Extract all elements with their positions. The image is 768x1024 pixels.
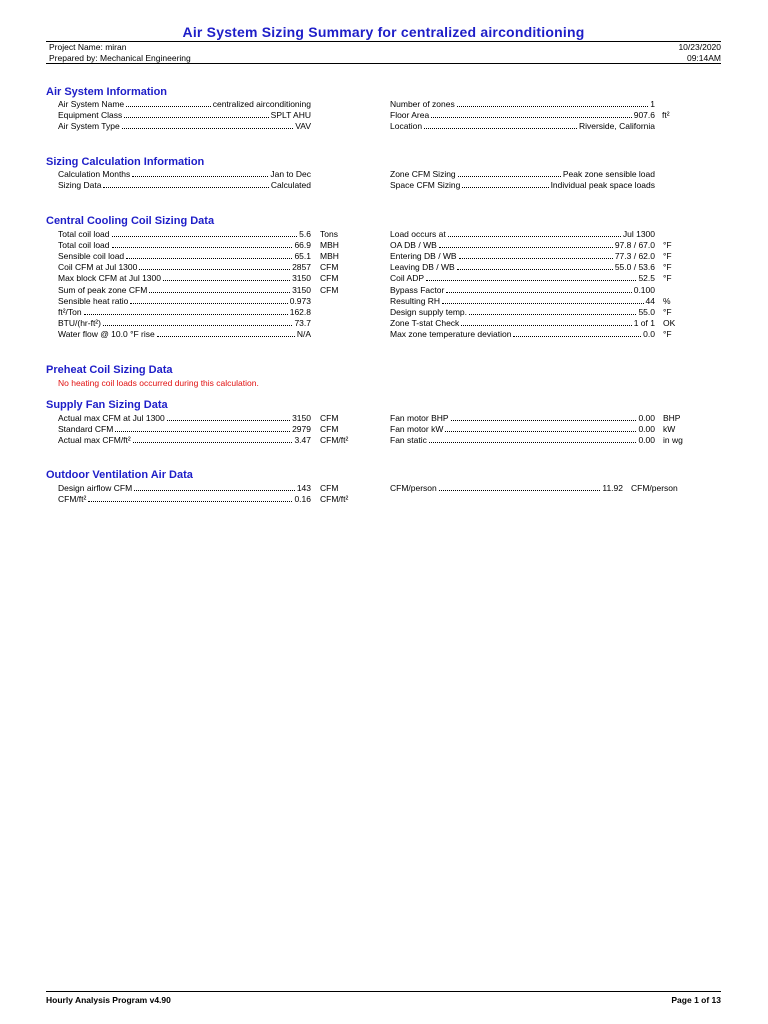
row-value: Jul 1300 [622, 229, 655, 239]
leader-dots [103, 318, 292, 326]
leader-dots [122, 121, 294, 129]
row-value: 2979 [292, 424, 311, 435]
leader-dots [163, 273, 290, 281]
row-label: Coil CFM at Jul 1300 [58, 262, 138, 273]
report-page [46, 0, 721, 1024]
row-value: 2857 [292, 262, 311, 273]
leader-dots [429, 435, 637, 443]
data-row [390, 229, 655, 240]
row-value: 3150 [292, 284, 311, 295]
leader-dots [112, 240, 293, 248]
data-row [46, 435, 349, 446]
row-label: Leaving DB / WB [390, 262, 455, 273]
leader-dots [112, 229, 298, 237]
data-row [390, 180, 655, 191]
row-value: 162.8 [289, 306, 311, 317]
row-value: 3.47 [294, 435, 311, 446]
row-label: Floor Area [390, 110, 430, 121]
data-row [46, 483, 339, 494]
row-value: 97.8 / 67.0 [614, 240, 655, 251]
row-value: 0.16 [294, 494, 311, 505]
leader-dots [439, 240, 613, 248]
data-row [46, 413, 339, 424]
data-row [46, 121, 311, 132]
row-unit: MBH [320, 251, 339, 262]
row-unit: CFM [320, 262, 339, 273]
preheat-note: No heating coil loads occurred during this calculation. [58, 378, 259, 388]
data-row [46, 110, 311, 121]
row-label: Fan motor kW [390, 424, 444, 435]
row-label: Air System Type [58, 121, 120, 132]
row-value: Riverside, California [578, 121, 655, 132]
row-value: 0.00 [638, 413, 655, 423]
leader-dots [469, 307, 636, 315]
data-row [46, 180, 311, 191]
data-row [390, 306, 672, 318]
leader-dots [115, 424, 290, 432]
leader-dots [426, 273, 636, 281]
header-rule-top [46, 41, 721, 42]
row-unit: CFM/ft² [320, 435, 349, 446]
row-value: 0.100 [633, 284, 655, 295]
data-row [46, 99, 311, 110]
row-unit: CFM [320, 483, 339, 493]
row-label: BTU/(hr-ft²) [58, 317, 101, 328]
row-label: Location [390, 121, 423, 132]
row-label: Actual max CFM at Jul 1300 [58, 413, 165, 423]
data-row [46, 329, 311, 340]
leader-dots [439, 483, 601, 491]
row-value: 0.00 [638, 435, 655, 446]
leader-dots [157, 329, 295, 337]
row-value: 3150 [292, 273, 311, 284]
row-unit: °F [663, 262, 672, 273]
data-row [46, 307, 311, 318]
data-row [390, 317, 676, 329]
leader-dots [84, 307, 288, 315]
row-label: Air System Name [58, 99, 125, 109]
row-value: SPLT AHU [270, 110, 311, 121]
row-value: centralized airconditioning [212, 99, 311, 109]
row-unit: BHP [663, 413, 681, 423]
data-row [46, 169, 311, 180]
row-unit: CFM [320, 424, 339, 435]
data-row [390, 328, 672, 340]
row-unit: CFM [320, 284, 339, 295]
row-value: 0.0 [643, 328, 655, 339]
data-row [46, 494, 349, 505]
row-label: Bypass Factor [390, 284, 445, 295]
row-unit: °F [663, 251, 672, 262]
row-label: Space CFM Sizing [390, 180, 461, 191]
leader-dots [459, 251, 613, 259]
row-label: Fan motor BHP [390, 413, 449, 423]
row-value: 52.5 [638, 273, 655, 284]
row-unit: % [663, 295, 671, 306]
leader-dots [446, 285, 631, 293]
leader-dots [458, 169, 561, 177]
row-label: Sensible heat ratio [58, 295, 129, 306]
row-unit: CFM/ft² [320, 494, 349, 505]
data-row [46, 240, 339, 251]
row-value: 143 [296, 483, 311, 493]
prepared-by: Prepared by: Mechanical Engineering [49, 53, 191, 63]
report-title: Air System Sizing Summary for centralized airconditioning [182, 24, 585, 40]
row-label: Actual max CFM/ft² [58, 435, 131, 446]
row-label: Sum of peak zone CFM [58, 284, 148, 295]
row-value: 5.6 [299, 229, 311, 239]
row-unit: OK [663, 317, 676, 328]
header-rule-bottom [46, 63, 721, 64]
leader-dots [103, 180, 268, 188]
data-row [46, 284, 339, 296]
data-row [390, 413, 681, 424]
data-row [46, 273, 339, 284]
row-value: N/A [296, 328, 311, 339]
row-unit: kW [663, 424, 676, 435]
data-row [390, 273, 672, 284]
row-label: Load occurs at [390, 229, 446, 239]
leader-dots [451, 413, 637, 421]
leader-dots [88, 494, 292, 502]
leader-dots [457, 262, 613, 270]
leader-dots [149, 285, 290, 293]
row-value: Calculated [270, 180, 311, 191]
row-label: CFM/person [390, 483, 437, 493]
row-label: Standard CFM [58, 424, 114, 435]
leader-dots [132, 169, 268, 177]
leader-dots [139, 262, 290, 270]
row-label: Sensible coil load [58, 251, 125, 262]
row-value: 1 [650, 99, 655, 109]
section-sizing-calc: Sizing Calculation Information [46, 156, 205, 168]
leader-dots [448, 229, 621, 237]
section-supply-fan: Supply Fan Sizing Data [46, 399, 168, 411]
program-name: Hourly Analysis Program v4.90 [46, 995, 171, 1005]
row-label: Water flow @ 10.0 °F rise [58, 328, 155, 339]
row-value: 0.00 [638, 424, 655, 435]
project-name: Project Name: miran [49, 42, 127, 52]
row-value: 3150 [292, 413, 311, 423]
row-label: Fan static [390, 435, 427, 446]
data-row [390, 121, 655, 132]
data-row [46, 262, 339, 273]
row-value: Jan to Dec [270, 169, 311, 179]
leader-dots [126, 99, 211, 107]
row-label: Zone T-stat Check [390, 317, 460, 328]
row-label: Number of zones [390, 99, 455, 109]
row-label: Total coil load [58, 240, 110, 251]
row-value: 77.3 / 62.0 [614, 251, 655, 262]
row-value: 44 [645, 295, 655, 306]
section-air-system: Air System Information [46, 86, 168, 98]
row-value: 11.92 [602, 483, 623, 493]
row-value: 1 of 1 [633, 317, 655, 328]
leader-dots [442, 296, 643, 304]
row-unit: in wg [663, 435, 683, 446]
report-time: 09:14AM [686, 53, 721, 63]
row-label: Coil ADP [390, 273, 425, 284]
row-label: Equipment Class [58, 110, 123, 121]
row-unit: °F [663, 273, 672, 284]
row-value: 65.1 [294, 251, 311, 262]
leader-dots [167, 413, 290, 421]
leader-dots [457, 99, 649, 107]
row-unit: °F [663, 240, 672, 251]
data-row [390, 424, 676, 435]
data-row [390, 285, 655, 296]
section-ventilation: Outdoor Ventilation Air Data [46, 469, 193, 481]
row-unit: ft² [662, 110, 670, 121]
data-row [390, 240, 672, 251]
row-label: OA DB / WB [390, 240, 437, 251]
row-value: 0.973 [289, 295, 311, 306]
row-value: 55.0 / 53.6 [614, 262, 655, 273]
row-label: Design airflow CFM [58, 483, 133, 493]
row-label: Max block CFM at Jul 1300 [58, 273, 161, 284]
footer-rule [46, 991, 721, 992]
row-label: Calculation Months [58, 169, 131, 179]
leader-dots [130, 296, 287, 304]
data-row [46, 296, 311, 307]
row-unit: Tons [320, 229, 338, 239]
leader-dots [513, 329, 641, 337]
data-row [46, 424, 339, 435]
data-row [390, 295, 671, 307]
leader-dots [134, 483, 295, 491]
leader-dots [431, 110, 632, 118]
page-number: Page 1 of 13 [671, 995, 721, 1005]
row-value: Peak zone sensible load [562, 169, 655, 179]
row-label: Max zone temperature deviation [390, 328, 512, 339]
data-row [390, 435, 683, 446]
row-label: CFM/ft² [58, 494, 87, 505]
row-unit: CFM [320, 273, 339, 284]
section-preheat: Preheat Coil Sizing Data [46, 364, 173, 376]
row-label: Sizing Data [58, 180, 102, 191]
data-row [46, 229, 338, 240]
row-unit: MBH [320, 240, 339, 251]
row-unit: °F [663, 306, 672, 317]
data-row [390, 99, 655, 110]
section-cooling-coil: Central Cooling Coil Sizing Data [46, 215, 215, 227]
leader-dots [445, 424, 636, 432]
row-value: 66.9 [294, 240, 311, 251]
data-row [390, 110, 670, 121]
leader-dots [124, 110, 268, 118]
row-unit: CFM/person [631, 483, 678, 493]
leader-dots [424, 121, 577, 129]
report-date: 10/23/2020 [678, 42, 721, 52]
leader-dots [461, 318, 631, 326]
row-value: 907.6 [633, 110, 655, 121]
row-unit: CFM [320, 413, 339, 423]
row-value: Individual peak space loads [550, 180, 655, 191]
row-label: Design supply temp. [390, 306, 468, 317]
row-value: 55.0 [638, 306, 655, 317]
leader-dots [462, 180, 548, 188]
row-value: VAV [295, 121, 311, 132]
leader-dots [133, 435, 293, 443]
row-label: ft²/Ton [58, 306, 82, 317]
data-row [390, 251, 672, 262]
data-row [390, 483, 678, 494]
row-label: Total coil load [58, 229, 110, 239]
row-value: 73.7 [294, 317, 311, 328]
leader-dots [126, 251, 292, 259]
row-label: Resulting RH [390, 295, 441, 306]
data-row [390, 262, 672, 273]
row-label: Zone CFM Sizing [390, 169, 456, 179]
row-unit: °F [663, 328, 672, 339]
data-row [46, 251, 339, 262]
data-row [390, 169, 655, 180]
data-row [46, 318, 311, 329]
row-label: Entering DB / WB [390, 251, 457, 262]
